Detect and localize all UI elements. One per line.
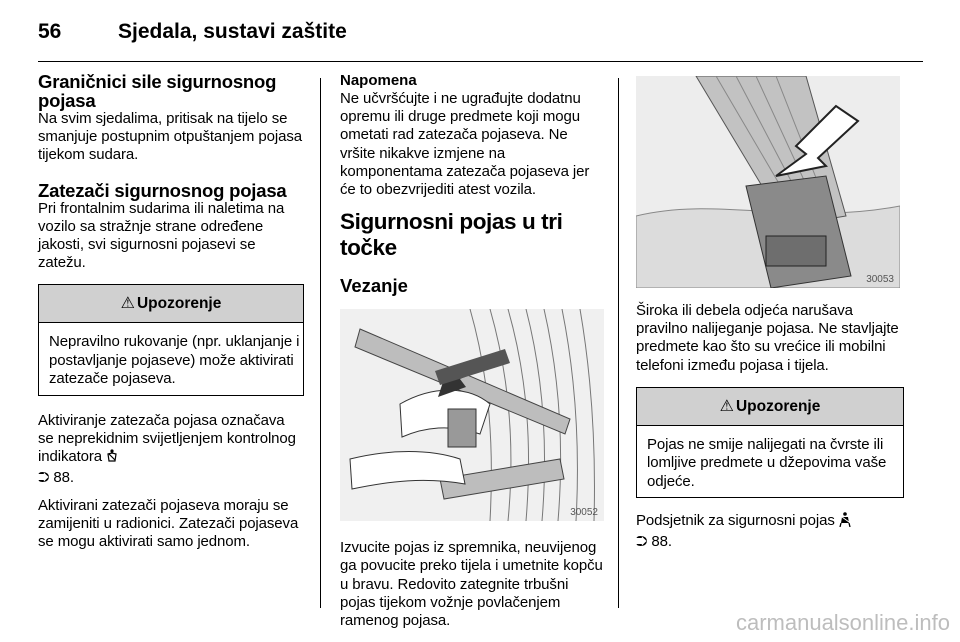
paragraph-pretensioners: Pri frontalnim sudarima ili naletima na vozilo sa stražnje strane određene jakosti, svi sigurnosni pojasevi se zatežu. [38, 199, 285, 272]
xref-page: 88. [651, 532, 672, 550]
section-title-three-point-belt: Sigurnosni pojas u tri točke [340, 209, 563, 261]
subsection-title-fastening: Vezanje [340, 275, 408, 297]
page-number: 56 [38, 20, 62, 43]
column-divider-left [320, 78, 321, 608]
note-title: Napomena [340, 72, 417, 89]
paragraph-clothing: Široka ili debela odjeća narušava pravilno nalijeganje pojasa. Ne stavljajte predmete kao što su vrećice ili mobilni telefoni između pojasa i tijela. [636, 302, 899, 374]
paragraph-fastening: Izvucite pojas iz spremnika, neuvijenog ga povucite preko tijela i umetnite kopču u bravu. Redovito zategnite trbušni pojas tijekom vožnje povlačenjem ramenog pojasa. [340, 539, 603, 630]
paragraph-activation-indicator [38, 412, 304, 487]
column-3 [636, 72, 904, 551]
warning-box-2 [636, 387, 904, 499]
watermark: carmanualsonline.info [735, 610, 950, 635]
seatbelt-tensioner-indicator-icon [106, 449, 118, 468]
warning-body [39, 323, 303, 395]
seatbelt-reminder-icon [839, 512, 851, 532]
chapter-title: Sjedala, sustavi zaštite [118, 20, 347, 43]
warning-box-1 [38, 284, 304, 396]
xref-link[interactable] [38, 469, 74, 486]
reminder-text: Podsjetnik za sigurnosni pojas [636, 512, 835, 530]
paragraph-reminder [636, 512, 904, 550]
warning-triangle-icon: ⚠ [120, 295, 135, 313]
figure-number: 30052 [570, 507, 598, 519]
section-title-force-limiters: Graničnici sile sigurnosnog pojasa [38, 71, 277, 111]
note-text: Ne učvršćujte i ne ugrađujte dodatnu opremu ili druge predmete koji mogu ometati rad zatezača pojaseva. Ne vršite nikakve izmjene na komponentama zatezača pojaseva jer će to obezvrijediti atest vozila. [340, 90, 590, 199]
warning-text: Pojas ne smije nalijegati na čvrste ili lomljive predmete u džepovima vaše odjeće. [647, 435, 887, 490]
fastening-illustration [340, 309, 604, 521]
figure-buckle [636, 76, 900, 288]
figure-number: 30053 [866, 274, 894, 285]
warning-header [637, 388, 903, 426]
warning-header [39, 285, 303, 323]
figure-fastening-belt [340, 309, 604, 521]
header-rule [38, 61, 923, 62]
xref-arrow-icon: ⮊ [636, 532, 648, 550]
column-divider-right [618, 78, 619, 608]
section-title-pretensioners: Zatezači sigurnosnog pojasa [38, 179, 287, 201]
xref-arrow-icon: ⮊ [38, 468, 50, 486]
warning-triangle-icon: ⚠ [719, 397, 734, 415]
paragraph-force-limiters: Na svim sjedalima, pritisak na tijelo se smanjuje postupnim otpuštanjem pojasa tijekom sudara. [38, 110, 302, 164]
xref-page: 88. [53, 468, 74, 486]
activation-text: Aktiviranje zatezača pojasa označava se neprekidnim svijetljenjem kontrolnog indikatora [38, 411, 296, 466]
buckle-illustration [636, 76, 900, 288]
column-1 [38, 72, 304, 551]
warning-title: Upozorenje [735, 397, 821, 415]
warning-text: Nepravilno rukovanje (npr. uklanjanje i postavljanje pojaseve) može aktivirati zatezače pojaseva. [49, 333, 300, 388]
column-2 [340, 72, 606, 630]
warning-title: Upozorenje [136, 295, 222, 313]
page-header [38, 20, 923, 56]
xref-link[interactable] [636, 533, 672, 550]
paragraph-replacement: Aktivirani zatezači pojaseva moraju se zamijeniti u radionici. Zatezači pojaseva se mogu aktivirati samo jednom. [38, 496, 299, 551]
warning-body [637, 426, 903, 498]
